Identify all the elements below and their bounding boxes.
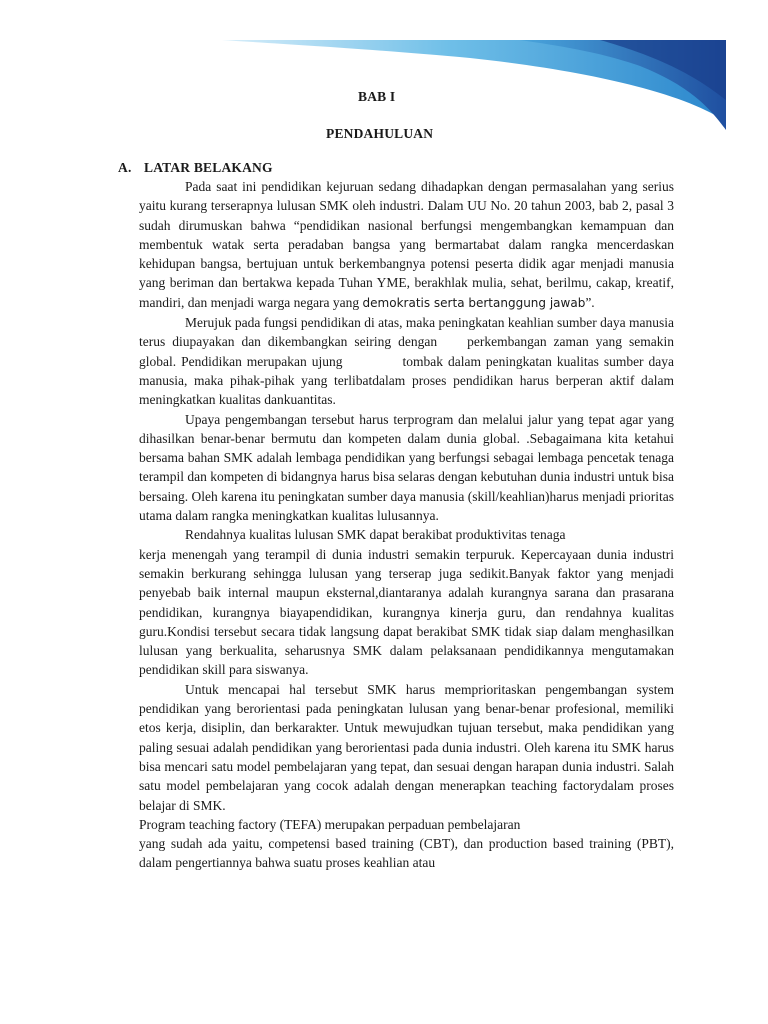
paragraph-1-tail: demokratis serta bertanggung jawab <box>362 295 586 310</box>
paragraph-1-text: Pada saat ini pendidikan kejuruan sedang dihadapkan dengan permasalahan yang serius yaitu kurang terserapnya lulusan SMK oleh industri. Dalam UU No. 20 tahun 2003, bab 2, pasal 3 sudah dirumuskan bahwa “pendidikan nasional berfungsi mengembangkan kemampuan dan membentuk watak serta peradaban bangsa yang bermartabat dalam rangka mencerdaskan kehidupan bangsa, bertujuan untuk berkembangnya potensi peserta didik agar menjadi manusia yang beriman dan bertakwa kepada Tuhan YME, berakhlak mulia, sehat, berilmu, cakap, kreatif, mandiri, dan menjadi warga negara yang <box>139 179 674 310</box>
paragraph-4-first-line: Rendahnya kualitas lulusan SMK dapat berakibat produktivitas tenaga <box>185 527 566 543</box>
header-wave-decoration <box>0 0 768 140</box>
paragraph-6-continued: yang sudah ada yaitu, competensi based training (CBT), dan production based training (PBT), dalam pengertiannya bahwa suatu proses keahlian atau <box>139 836 674 871</box>
chapter-title: PENDAHULUAN <box>326 126 434 141</box>
document-body <box>139 177 674 873</box>
paragraph-5: Untuk mencapai hal tersebut SMK harus memprioritaskan pengembangan system pendidikan yang berorientasi pada peningkatan lulusan yang benar-benar profesional, memiliki etos kerja, disiplin, dan berkarakter. Untuk mewujudkan tujuan tersebut, maka pendidikan yang paling sesuai adalah pendidikan yang berorientasi pada dunia industri. Oleh karena itu SMK harus bisa mencari satu model pembelajaran yang tepat, dan sesuai dengan harapan dunia industri. Salah satu model pembelajaran yang cocok adalah dengan menerapkan teaching factorydalam proses belajar di SMK. <box>139 681 674 813</box>
section-number: A. <box>118 160 132 175</box>
section-title: LATAR BELAKANG <box>144 160 273 175</box>
paragraph-2-part-c: tombak dalam peningkatan kualitas sumber daya manusia, maka pihak-pihak yang terlibatdalam proses pendidikan harus berperan aktif dalam meningkatkan kualitas dankuantitas. <box>139 353 675 408</box>
chapter-label: BAB I <box>358 89 396 104</box>
paragraph-3: Upaya pengembangan tersebut harus terprogram dan melalui jalur yang tepat agar yang dihasilkan benar-benar bermutu dan kompeten dalam dunia global. .Sebagaimana kita ketahui bersama bahan SMK adalah lembaga pendidikan yang berfungsi sebagai lembaga pencetak tenaga terampil dan kompeten di bidangnya harus bisa selaras dengan kebutuhan dunia industri untuk bisa bersaing. Oleh karena itu peningkatan sumber daya manusia (skill/keahlian)harus menjadi prioritas utama dalam rangka meningkatkan kualitas lulusannya. <box>139 411 674 524</box>
paragraph-2-part-b: perkembangan zaman yang semakin global. Pendidikan merupakan ujung <box>139 334 674 369</box>
paragraph-6-first-line: Program teaching factory (TEFA) merupakan perpaduan pembelajaran <box>139 816 521 832</box>
section-heading <box>118 160 273 176</box>
paragraph-1-end: ”. <box>585 294 595 310</box>
paragraph-4-continued: kerja menengah yang terampil di dunia industri semakin terpuruk. Kepercayaan dunia industri semakin berkurang sehingga lulusan yang terserap juga sedikit.Banyak faktor yang menjadi penyebab baik internal maupun eksternal,diantaranya adalah kurangnya sarana dan prasarana pendidikan, kurangnya biayapendidikan, kurangnya kinerja guru, dan rendahnya kualitas guru.Kondisi tersebut secara tidak langsung dapat berakibat SMK tidak siap dalam menghasilkan lulusan yang berkualita, seharusnya SMK dalam pelaksanaan pendidikannya mengutamakan pendidikan skill para siswanya. <box>139 546 674 678</box>
paragraph-1 <box>139 177 674 313</box>
paragraph-2 <box>139 313 674 409</box>
paragraph-2-part-a: Merujuk pada fungsi pendidikan di atas, maka peningkatan keahlian sumber daya manusia terus diupayakan dan dikembangkan seiring dengan <box>139 315 674 350</box>
